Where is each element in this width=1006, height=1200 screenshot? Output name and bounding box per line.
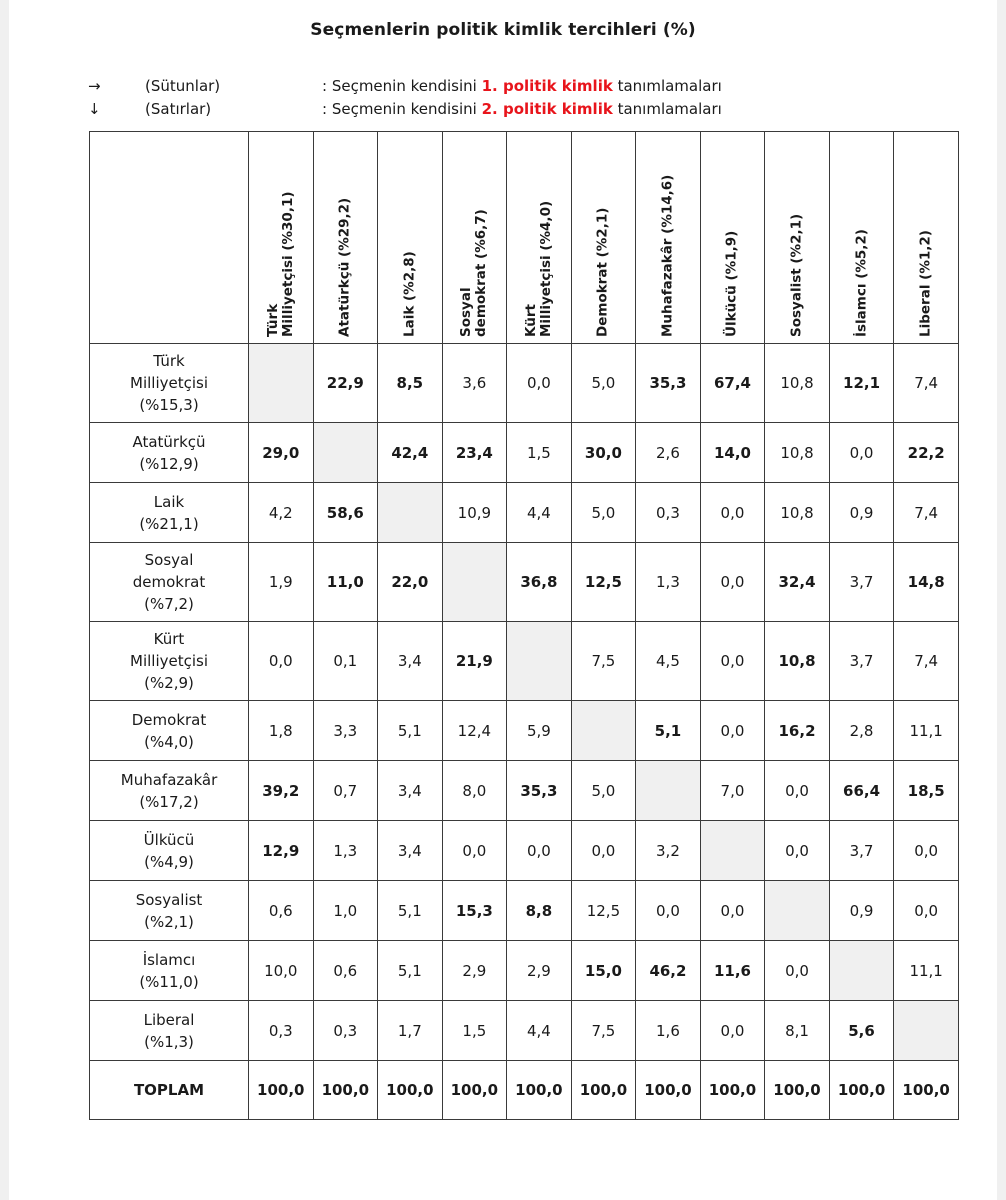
total-cell: 100,0 — [313, 1061, 378, 1120]
row-header-line: Türk — [153, 352, 185, 370]
column-header-line: Milliyetçisi (%4,0) — [537, 200, 554, 337]
total-row — [90, 1061, 959, 1120]
row-header-line: (%4,9) — [144, 852, 194, 871]
table-cell: 3,2 — [636, 821, 701, 881]
table-cell: 3,4 — [378, 622, 443, 701]
table-row — [90, 941, 959, 1001]
preference-matrix-table — [89, 131, 959, 1120]
diagonal-cell — [249, 344, 314, 423]
table-cell: 7,5 — [571, 1001, 636, 1061]
column-header — [249, 132, 314, 344]
table-cell: 5,9 — [507, 701, 572, 761]
row-header-line: (%12,9) — [139, 454, 199, 473]
legend-highlight: 2. politik kimlik — [481, 100, 613, 118]
table-cell: 1,3 — [313, 821, 378, 881]
column-header — [313, 132, 378, 344]
table-cell: 0,3 — [313, 1001, 378, 1061]
table-cell: 58,6 — [313, 483, 378, 543]
table-cell: 7,4 — [894, 483, 959, 543]
table-row — [90, 881, 959, 941]
table-cell: 10,8 — [765, 423, 830, 483]
table-cell: 8,8 — [507, 881, 572, 941]
total-cell: 100,0 — [442, 1061, 507, 1120]
column-header-line: Atatürkçü (%29,2) — [336, 197, 353, 337]
table-cell: 35,3 — [636, 344, 701, 423]
column-header-line: demokrat (%6,7) — [473, 209, 490, 337]
column-header-line: Sosyal — [458, 287, 475, 337]
row-header-line: (%11,0) — [139, 972, 199, 991]
legend-text: tanımlamaları — [612, 100, 722, 118]
diagonal-cell — [700, 821, 765, 881]
table-cell: 22,9 — [313, 344, 378, 423]
row-header — [90, 941, 249, 1001]
legend-highlight: 1. politik kimlik — [481, 77, 613, 95]
row-header-line: (%2,9) — [144, 674, 194, 692]
table-cell: 46,2 — [636, 941, 701, 1001]
column-header-label — [524, 201, 554, 337]
legend-description — [322, 100, 722, 118]
column-header-label — [725, 231, 740, 337]
matrix-body — [90, 344, 959, 1120]
table-row — [90, 543, 959, 622]
column-header-line: Ülkücü (%1,9) — [723, 230, 740, 337]
table-cell: 8,5 — [378, 344, 443, 423]
legend-text: : Seçmenin kendisini — [322, 100, 482, 118]
column-header-label — [660, 175, 675, 337]
table-cell: 10,8 — [765, 622, 830, 701]
table-cell: 0,0 — [700, 622, 765, 701]
row-header — [90, 423, 249, 483]
column-header-label — [402, 251, 417, 337]
total-cell: 100,0 — [571, 1061, 636, 1120]
diagonal-cell — [829, 941, 894, 1001]
legend-text: : Seçmenin kendisini — [322, 77, 482, 95]
table-cell: 11,1 — [894, 941, 959, 1001]
column-header — [507, 132, 572, 344]
table-cell: 22,2 — [894, 423, 959, 483]
total-cell: 100,0 — [700, 1061, 765, 1120]
table-cell: 12,1 — [829, 344, 894, 423]
diagonal-cell — [571, 701, 636, 761]
table-cell: 15,0 — [571, 941, 636, 1001]
total-cell: 100,0 — [507, 1061, 572, 1120]
table-cell: 30,0 — [571, 423, 636, 483]
total-label: TOPLAM — [90, 1061, 249, 1120]
table-cell: 0,6 — [249, 881, 314, 941]
table-cell: 3,3 — [313, 701, 378, 761]
row-header-line: Liberal — [143, 1010, 195, 1029]
table-cell: 0,0 — [894, 881, 959, 941]
total-cell: 100,0 — [765, 1061, 830, 1120]
total-cell: 100,0 — [894, 1061, 959, 1120]
table-cell: 4,5 — [636, 622, 701, 701]
total-cell: 100,0 — [378, 1061, 443, 1120]
diagonal-cell — [507, 622, 572, 701]
column-header-line: Kürt — [522, 304, 539, 337]
right-arrow-icon: → — [88, 77, 101, 95]
table-cell: 7,4 — [894, 622, 959, 701]
table-cell: 0,3 — [636, 483, 701, 543]
table-cell: 8,1 — [765, 1001, 830, 1061]
column-header — [636, 132, 701, 344]
table-cell: 0,0 — [442, 821, 507, 881]
table-row — [90, 483, 959, 543]
row-header — [90, 543, 249, 622]
diagonal-cell — [442, 543, 507, 622]
table-cell: 11,0 — [313, 543, 378, 622]
column-header-label — [338, 198, 353, 337]
table-cell: 5,1 — [378, 941, 443, 1001]
table-cell: 3,6 — [442, 344, 507, 423]
table-cell: 21,9 — [442, 622, 507, 701]
column-header-line: Türk — [264, 303, 281, 337]
column-header — [378, 132, 443, 344]
total-cell: 100,0 — [249, 1061, 314, 1120]
column-header — [700, 132, 765, 344]
table-cell: 4,2 — [249, 483, 314, 543]
table-cell: 7,0 — [700, 761, 765, 821]
table-cell: 0,0 — [829, 423, 894, 483]
table-cell: 0,0 — [700, 483, 765, 543]
column-header-label — [459, 209, 489, 337]
row-header-line: Demokrat — [131, 710, 207, 729]
row-header-line: Laik — [153, 492, 185, 511]
table-cell: 0,0 — [700, 543, 765, 622]
row-header — [90, 821, 249, 881]
table-cell: 39,2 — [249, 761, 314, 821]
table-cell: 1,6 — [636, 1001, 701, 1061]
table-cell: 23,4 — [442, 423, 507, 483]
column-header-label — [266, 191, 296, 337]
diagonal-cell — [313, 423, 378, 483]
table-cell: 1,5 — [442, 1001, 507, 1061]
column-header-label — [596, 208, 611, 337]
row-header-line: (%4,0) — [144, 732, 194, 751]
table-cell: 5,6 — [829, 1001, 894, 1061]
table-cell: 0,0 — [507, 821, 572, 881]
table-cell: 8,0 — [442, 761, 507, 821]
table-cell: 0,9 — [829, 881, 894, 941]
row-header — [90, 761, 249, 821]
table-cell: 2,9 — [507, 941, 572, 1001]
row-header-line: (%17,2) — [139, 792, 199, 811]
table-cell: 42,4 — [378, 423, 443, 483]
table-cell: 0,0 — [894, 821, 959, 881]
table-row — [90, 622, 959, 701]
table-cell: 3,7 — [829, 622, 894, 701]
table-cell: 0,1 — [313, 622, 378, 701]
row-header — [90, 622, 249, 701]
table-cell: 5,1 — [378, 701, 443, 761]
table-cell: 1,8 — [249, 701, 314, 761]
table-row — [90, 821, 959, 881]
corner-cell — [90, 132, 249, 344]
table-cell: 5,1 — [636, 701, 701, 761]
column-header-line: İslamcı (%5,2) — [853, 229, 870, 337]
column-header-row — [90, 132, 959, 344]
table-row — [90, 423, 959, 483]
table-cell: 12,5 — [571, 881, 636, 941]
table-cell: 2,9 — [442, 941, 507, 1001]
column-header — [442, 132, 507, 344]
table-cell: 11,6 — [700, 941, 765, 1001]
table-cell: 0,0 — [507, 344, 572, 423]
row-header-line: Milliyetçisi — [130, 374, 208, 392]
table-cell: 14,8 — [894, 543, 959, 622]
row-header-line: demokrat — [132, 573, 206, 591]
row-header-line: (%15,3) — [139, 396, 199, 414]
legend-description — [322, 77, 722, 95]
table-cell: 0,0 — [700, 881, 765, 941]
page-edge-left — [0, 0, 9, 1200]
table-cell: 3,7 — [829, 821, 894, 881]
table-cell: 7,5 — [571, 622, 636, 701]
column-header-line: Milliyetçisi (%30,1) — [279, 191, 296, 337]
table-cell: 1,9 — [249, 543, 314, 622]
legend-columns — [0, 77, 1006, 99]
table-cell: 2,8 — [829, 701, 894, 761]
table-cell: 0,0 — [700, 1001, 765, 1061]
row-header-line: (%2,1) — [144, 912, 194, 931]
table-cell: 1,7 — [378, 1001, 443, 1061]
row-header-line: Sosyalist — [135, 890, 203, 909]
table-row — [90, 761, 959, 821]
table-row — [90, 1001, 959, 1061]
row-header-line: Atatürkçü — [132, 432, 206, 451]
row-header-line: Milliyetçisi — [130, 652, 208, 670]
diagonal-cell — [378, 483, 443, 543]
total-cell: 100,0 — [636, 1061, 701, 1120]
column-header-line: Muhafazakâr (%14,6) — [659, 174, 676, 337]
row-header-line: (%1,3) — [144, 1032, 194, 1051]
table-cell: 12,5 — [571, 543, 636, 622]
diagonal-cell — [765, 881, 830, 941]
row-header — [90, 1001, 249, 1061]
table-cell: 18,5 — [894, 761, 959, 821]
column-header-line: Sosyalist (%2,1) — [788, 213, 805, 337]
table-cell: 10,8 — [765, 483, 830, 543]
table-cell: 66,4 — [829, 761, 894, 821]
row-header-line: Sosyal — [144, 551, 194, 569]
table-cell: 12,9 — [249, 821, 314, 881]
document-title: Seçmenlerin politik kimlik tercihleri (%) — [310, 20, 696, 40]
table-cell: 35,3 — [507, 761, 572, 821]
table-cell: 10,9 — [442, 483, 507, 543]
table-cell: 0,0 — [571, 821, 636, 881]
table-cell: 36,8 — [507, 543, 572, 622]
table-cell: 0,0 — [765, 761, 830, 821]
table-cell: 5,0 — [571, 483, 636, 543]
column-header-label — [919, 230, 934, 337]
table-cell: 10,8 — [765, 344, 830, 423]
table-cell: 1,5 — [507, 423, 572, 483]
table-cell: 3,7 — [829, 543, 894, 622]
column-header — [765, 132, 830, 344]
table-cell: 3,4 — [378, 761, 443, 821]
table-cell: 0,3 — [249, 1001, 314, 1061]
row-header — [90, 344, 249, 423]
table-cell: 4,4 — [507, 1001, 572, 1061]
table-cell: 11,1 — [894, 701, 959, 761]
row-header — [90, 701, 249, 761]
table-cell: 3,4 — [378, 821, 443, 881]
down-arrow-icon: ↓ — [88, 100, 101, 118]
row-header-line: Muhafazakâr — [120, 770, 218, 789]
column-header — [571, 132, 636, 344]
column-header-label — [790, 214, 805, 337]
diagonal-cell — [636, 761, 701, 821]
column-header — [829, 132, 894, 344]
legend-rows — [0, 100, 1006, 122]
table-cell: 0,7 — [313, 761, 378, 821]
legend-text: tanımlamaları — [612, 77, 722, 95]
table-cell: 0,0 — [700, 701, 765, 761]
column-header — [894, 132, 959, 344]
table-cell: 29,0 — [249, 423, 314, 483]
legend-key: (Sütunlar) — [145, 77, 221, 95]
row-header-line: (%21,1) — [139, 514, 199, 533]
table-cell: 0,0 — [765, 821, 830, 881]
column-header-line: Liberal (%1,2) — [917, 230, 934, 337]
table-cell: 1,0 — [313, 881, 378, 941]
page-edge-right — [997, 0, 1006, 1200]
row-header-line: Kürt — [153, 630, 185, 648]
table-row — [90, 344, 959, 423]
table-cell: 67,4 — [700, 344, 765, 423]
row-header-line: Ülkücü — [143, 830, 195, 849]
table-cell: 12,4 — [442, 701, 507, 761]
table-cell: 5,1 — [378, 881, 443, 941]
table-cell: 5,0 — [571, 344, 636, 423]
column-header-line: Laik (%2,8) — [401, 251, 418, 337]
table-cell: 32,4 — [765, 543, 830, 622]
table-cell: 0,9 — [829, 483, 894, 543]
table-cell: 0,0 — [636, 881, 701, 941]
row-header-line: İslamcı — [142, 950, 196, 969]
table-cell: 16,2 — [765, 701, 830, 761]
table-cell: 4,4 — [507, 483, 572, 543]
table-cell: 0,6 — [313, 941, 378, 1001]
total-cell: 100,0 — [829, 1061, 894, 1120]
table-cell: 0,0 — [249, 622, 314, 701]
row-header — [90, 881, 249, 941]
table-cell: 5,0 — [571, 761, 636, 821]
column-header-label — [854, 229, 869, 337]
table-cell: 22,0 — [378, 543, 443, 622]
table-cell: 0,0 — [765, 941, 830, 1001]
row-header — [90, 483, 249, 543]
diagonal-cell — [894, 1001, 959, 1061]
table-cell: 7,4 — [894, 344, 959, 423]
table-cell: 2,6 — [636, 423, 701, 483]
table-cell: 1,3 — [636, 543, 701, 622]
row-header-line: (%7,2) — [144, 595, 194, 613]
legend-key: (Satırlar) — [145, 100, 212, 118]
table-row — [90, 701, 959, 761]
table-cell: 10,0 — [249, 941, 314, 1001]
table-cell: 14,0 — [700, 423, 765, 483]
table-cell: 15,3 — [442, 881, 507, 941]
column-header-line: Demokrat (%2,1) — [594, 207, 611, 337]
